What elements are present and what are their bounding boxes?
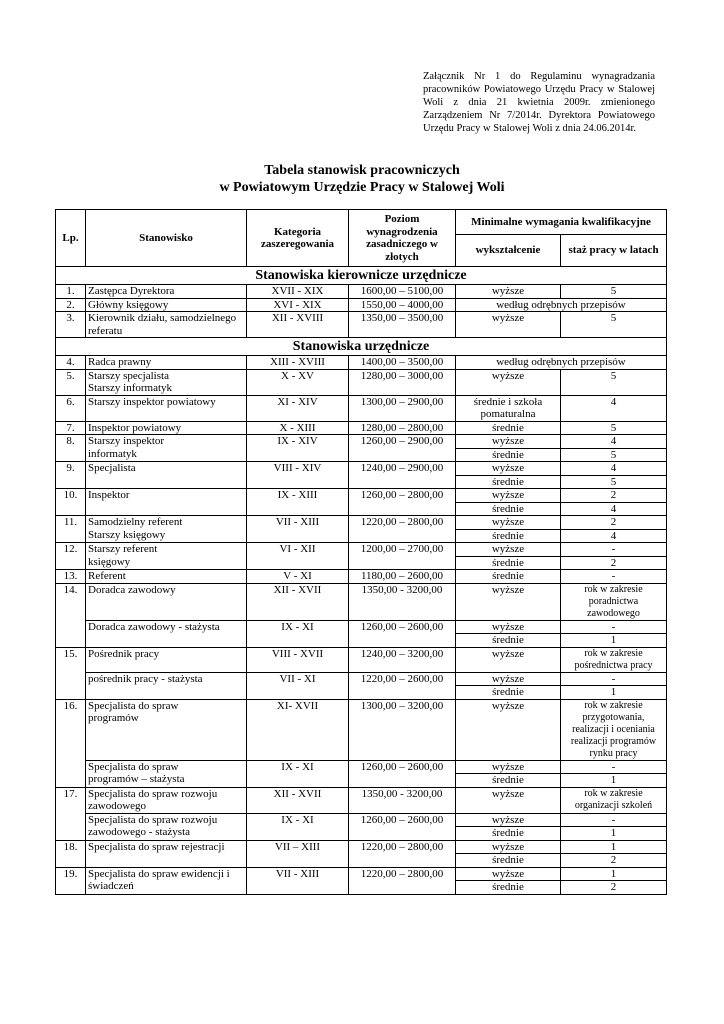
row-name: Specjalista do spraw ewidencji i świadczeń bbox=[86, 867, 247, 895]
row-lp: 11. bbox=[56, 516, 86, 543]
row-category: X - XV bbox=[247, 369, 349, 395]
row-education: średnie bbox=[456, 881, 561, 895]
row-experience: 4 bbox=[561, 502, 667, 516]
header-stanowisko: Stanowisko bbox=[86, 210, 247, 267]
row-pay: 1400,00 – 3500,00 bbox=[349, 356, 456, 370]
table-row bbox=[56, 395, 667, 421]
row-name: Specjalista bbox=[86, 462, 247, 489]
table-row bbox=[56, 672, 667, 686]
row-lp: 3. bbox=[56, 312, 86, 338]
row-lp: 10. bbox=[56, 489, 86, 516]
row-category: X - XIII bbox=[247, 421, 349, 435]
row-name: Starszy inspektor informatyk bbox=[86, 435, 247, 462]
row-name: Doradca zawodowy - stażysta bbox=[86, 620, 247, 647]
row-experience: 5 bbox=[561, 448, 667, 462]
row-pay: 1240,00 – 2900,00 bbox=[349, 462, 456, 489]
table-row bbox=[56, 516, 667, 530]
row-experience: 4 bbox=[561, 435, 667, 449]
row-education: średnie bbox=[456, 854, 561, 868]
row-pay: 1260,00 – 2600,00 bbox=[349, 813, 456, 840]
row-pay: 1350,00 - 3200,00 bbox=[349, 583, 456, 620]
row-experience: 1 bbox=[561, 867, 667, 881]
table-row bbox=[56, 813, 667, 827]
row-pay: 1180,00 – 2600,00 bbox=[349, 570, 456, 584]
section-kierownicze: Stanowiska kierownicze urzędnicze bbox=[56, 267, 667, 285]
row-category: VIII - XIV bbox=[247, 462, 349, 489]
row-category: XII - XVII bbox=[247, 787, 349, 813]
table-row bbox=[56, 699, 667, 760]
row-experience: 2 bbox=[561, 881, 667, 895]
row-education: średnie bbox=[456, 421, 561, 435]
row-requirements: według odrębnych przepisów bbox=[456, 356, 667, 370]
table-row bbox=[56, 312, 667, 338]
table-row bbox=[56, 285, 667, 299]
row-category: XVII - XIX bbox=[247, 285, 349, 299]
row-experience: 5 bbox=[561, 421, 667, 435]
row-category: XIII - XVIII bbox=[247, 356, 349, 370]
row-lp: 12. bbox=[56, 543, 86, 570]
table-row bbox=[56, 867, 667, 881]
row-experience: rok w zakresie pośrednictwa pracy bbox=[561, 647, 667, 672]
row-category: VII - XI bbox=[247, 672, 349, 699]
row-name: Główny księgowy bbox=[86, 298, 247, 312]
row-name: Specjalista do spraw programów bbox=[86, 699, 247, 760]
row-education: wyższe bbox=[456, 840, 561, 854]
row-education: wyższe bbox=[456, 867, 561, 881]
header-lp: Lp. bbox=[56, 210, 86, 267]
row-pay: 1600,00 – 5100,00 bbox=[349, 285, 456, 299]
row-name: Specjalista do spraw rejestracji bbox=[86, 840, 247, 867]
table-row bbox=[56, 369, 667, 395]
row-category: XII - XVIII bbox=[247, 312, 349, 338]
row-education: średnie bbox=[456, 686, 561, 700]
row-experience: 2 bbox=[561, 556, 667, 570]
row-pay: 1220,00 – 2800,00 bbox=[349, 840, 456, 867]
row-education: średnie bbox=[456, 475, 561, 489]
table-row bbox=[56, 570, 667, 584]
row-experience: 4 bbox=[561, 529, 667, 543]
row-experience: - bbox=[561, 672, 667, 686]
row-category: V - XI bbox=[247, 570, 349, 584]
page-title bbox=[0, 162, 724, 196]
title-line-1: Tabela stanowisk pracowniczych bbox=[264, 163, 460, 178]
row-pay: 1220,00 – 2800,00 bbox=[349, 516, 456, 543]
row-experience: 2 bbox=[561, 516, 667, 530]
row-education: średnie i szkoła pomaturalna bbox=[456, 395, 561, 421]
row-category: VII - XIII bbox=[247, 516, 349, 543]
row-lp: 14. bbox=[56, 583, 86, 647]
header-wymagania: Minimalne wymagania kwalifikacyjne bbox=[456, 210, 667, 235]
row-name: pośrednik pracy - stażysta bbox=[86, 672, 247, 699]
row-education: średnie bbox=[456, 827, 561, 841]
row-experience: 1 bbox=[561, 774, 667, 788]
row-category: XI- XVII bbox=[247, 699, 349, 760]
annex-note: Załącznik Nr 1 do Regulaminu wynagradzania pracowników Powiatowego Urzędu Pracy w Stalowej Woli z dnia 21 kwietnia 2009r. zmienionego Zarządzeniem Nr 7/2014r. Dyrektora Powiatowego Urzędu Pracy w Stalowej Woli z dnia 24.06.2014r. bbox=[423, 71, 655, 134]
table-row bbox=[56, 298, 667, 312]
row-experience: 5 bbox=[561, 475, 667, 489]
row-experience: rok w zakresie poradnictwa zawodowego bbox=[561, 583, 667, 620]
row-category: IX - XIII bbox=[247, 489, 349, 516]
header-poziom: Poziom wynagrodzenia zasadniczego w złotych bbox=[349, 210, 456, 267]
row-lp: 2. bbox=[56, 298, 86, 312]
row-lp: 16. bbox=[56, 699, 86, 787]
row-education: wyższe bbox=[456, 583, 561, 620]
row-experience: 1 bbox=[561, 840, 667, 854]
table-row bbox=[56, 787, 667, 813]
row-experience: - bbox=[561, 620, 667, 634]
row-experience: 2 bbox=[561, 854, 667, 868]
row-category: IX - XIV bbox=[247, 435, 349, 462]
row-education: wyższe bbox=[456, 787, 561, 813]
row-category: XVI - XIX bbox=[247, 298, 349, 312]
row-name: Radca prawny bbox=[86, 356, 247, 370]
row-pay: 1200,00 – 2700,00 bbox=[349, 543, 456, 570]
row-category: IX - XI bbox=[247, 813, 349, 840]
row-lp: 8. bbox=[56, 435, 86, 462]
row-category: VII – XIII bbox=[247, 840, 349, 867]
row-experience: 1 bbox=[561, 827, 667, 841]
row-category: VI - XII bbox=[247, 543, 349, 570]
row-experience: 2 bbox=[561, 489, 667, 503]
row-name: Starszy referent księgowy bbox=[86, 543, 247, 570]
table-row bbox=[56, 421, 667, 435]
row-name: Specjalista do spraw programów – stażysta bbox=[86, 760, 247, 787]
row-lp: 7. bbox=[56, 421, 86, 435]
header-staz: staż pracy w latach bbox=[561, 235, 667, 267]
row-category: VII - XIII bbox=[247, 867, 349, 895]
table-row bbox=[56, 840, 667, 854]
row-pay: 1260,00 – 2600,00 bbox=[349, 620, 456, 647]
row-category: XII - XVII bbox=[247, 583, 349, 620]
row-lp: 18. bbox=[56, 840, 86, 867]
row-experience: 5 bbox=[561, 285, 667, 299]
row-name: Doradca zawodowy bbox=[86, 583, 247, 620]
row-name: Specjalista do spraw rozwoju zawodowego bbox=[86, 787, 247, 813]
row-education: średnie bbox=[456, 502, 561, 516]
row-lp: 17. bbox=[56, 787, 86, 840]
row-name: Inspektor powiatowy bbox=[86, 421, 247, 435]
row-pay: 1260,00 – 2900,00 bbox=[349, 435, 456, 462]
row-name: Starszy inspektor powiatowy bbox=[86, 395, 247, 421]
row-experience: 4 bbox=[561, 395, 667, 421]
header-kategoria: Kategoria zaszeregowania bbox=[247, 210, 349, 267]
row-education: wyższe bbox=[456, 672, 561, 686]
table-row bbox=[56, 489, 667, 503]
row-education: wyższe bbox=[456, 516, 561, 530]
row-name: Pośrednik pracy bbox=[86, 647, 247, 672]
row-name: Samodzielny referent Starszy księgowy bbox=[86, 516, 247, 543]
row-pay: 1260,00 – 2600,00 bbox=[349, 760, 456, 787]
row-lp: 5. bbox=[56, 369, 86, 395]
row-lp: 6. bbox=[56, 395, 86, 421]
row-experience: - bbox=[561, 760, 667, 774]
positions-table bbox=[55, 209, 667, 895]
row-name: Starszy specjalista Starszy informatyk bbox=[86, 369, 247, 395]
row-experience: 4 bbox=[561, 462, 667, 476]
table-row bbox=[56, 543, 667, 557]
row-pay: 1300,00 – 2900,00 bbox=[349, 395, 456, 421]
row-education: średnie bbox=[456, 529, 561, 543]
row-experience: rok w zakresie przygotowania, realizacji i oceniania realizacji programów rynku pracy bbox=[561, 699, 667, 760]
row-pay: 1300,00 – 3200,00 bbox=[349, 699, 456, 760]
row-experience: - bbox=[561, 813, 667, 827]
row-experience: 5 bbox=[561, 312, 667, 338]
row-education: wyższe bbox=[456, 285, 561, 299]
row-category: IX - XI bbox=[247, 760, 349, 787]
row-pay: 1550,00 – 4000,00 bbox=[349, 298, 456, 312]
table-row bbox=[56, 356, 667, 370]
section-urzednicze: Stanowiska urzędnicze bbox=[56, 338, 667, 356]
row-experience: 1 bbox=[561, 686, 667, 700]
table-row bbox=[56, 760, 667, 774]
row-pay: 1280,00 – 2800,00 bbox=[349, 421, 456, 435]
row-category: XI - XIV bbox=[247, 395, 349, 421]
row-pay: 1220,00 – 2800,00 bbox=[349, 867, 456, 895]
row-education: średnie bbox=[456, 634, 561, 648]
row-education: średnie bbox=[456, 570, 561, 584]
table-row bbox=[56, 647, 667, 672]
row-name: Specjalista do spraw rozwoju zawodowego - stażysta bbox=[86, 813, 247, 840]
row-pay: 1240,00 – 3200,00 bbox=[349, 647, 456, 672]
row-name: Inspektor bbox=[86, 489, 247, 516]
row-pay: 1280,00 – 3000,00 bbox=[349, 369, 456, 395]
header-wyksztalcenie: wykształcenie bbox=[456, 235, 561, 267]
row-education: wyższe bbox=[456, 543, 561, 557]
row-education: wyższe bbox=[456, 489, 561, 503]
row-education: wyższe bbox=[456, 699, 561, 760]
row-lp: 13. bbox=[56, 570, 86, 584]
row-experience: 1 bbox=[561, 634, 667, 648]
table-row bbox=[56, 462, 667, 476]
row-education: wyższe bbox=[456, 369, 561, 395]
row-education: średnie bbox=[456, 556, 561, 570]
table-row bbox=[56, 435, 667, 449]
row-experience: - bbox=[561, 570, 667, 584]
row-education: wyższe bbox=[456, 647, 561, 672]
row-pay: 1220,00 – 2600,00 bbox=[349, 672, 456, 699]
row-education: średnie bbox=[456, 774, 561, 788]
row-category: VIII - XVII bbox=[247, 647, 349, 672]
row-lp: 9. bbox=[56, 462, 86, 489]
row-name: Referent bbox=[86, 570, 247, 584]
row-education: wyższe bbox=[456, 462, 561, 476]
table-row bbox=[56, 620, 667, 634]
row-lp: 15. bbox=[56, 647, 86, 699]
title-line-2: w Powiatowym Urzędzie Pracy w Stalowej Woli bbox=[219, 180, 505, 195]
row-education: wyższe bbox=[456, 813, 561, 827]
row-lp: 1. bbox=[56, 285, 86, 299]
row-education: średnie bbox=[456, 448, 561, 462]
row-requirements: według odrębnych przepisów bbox=[456, 298, 667, 312]
row-pay: 1350,00 - 3200,00 bbox=[349, 787, 456, 813]
row-education: wyższe bbox=[456, 312, 561, 338]
row-education: wyższe bbox=[456, 620, 561, 634]
row-education: wyższe bbox=[456, 760, 561, 774]
table-row bbox=[56, 583, 667, 620]
row-pay: 1260,00 – 2800,00 bbox=[349, 489, 456, 516]
row-category: IX - XI bbox=[247, 620, 349, 647]
row-experience: rok w zakresie organizacji szkoleń bbox=[561, 787, 667, 813]
row-name: Kierownik działu, samodzielnego referatu bbox=[86, 312, 247, 338]
row-experience: 5 bbox=[561, 369, 667, 395]
row-lp: 4. bbox=[56, 356, 86, 370]
row-pay: 1350,00 – 3500,00 bbox=[349, 312, 456, 338]
row-experience: - bbox=[561, 543, 667, 557]
row-education: wyższe bbox=[456, 435, 561, 449]
row-lp: 19. bbox=[56, 867, 86, 895]
row-name: Zastępca Dyrektora bbox=[86, 285, 247, 299]
